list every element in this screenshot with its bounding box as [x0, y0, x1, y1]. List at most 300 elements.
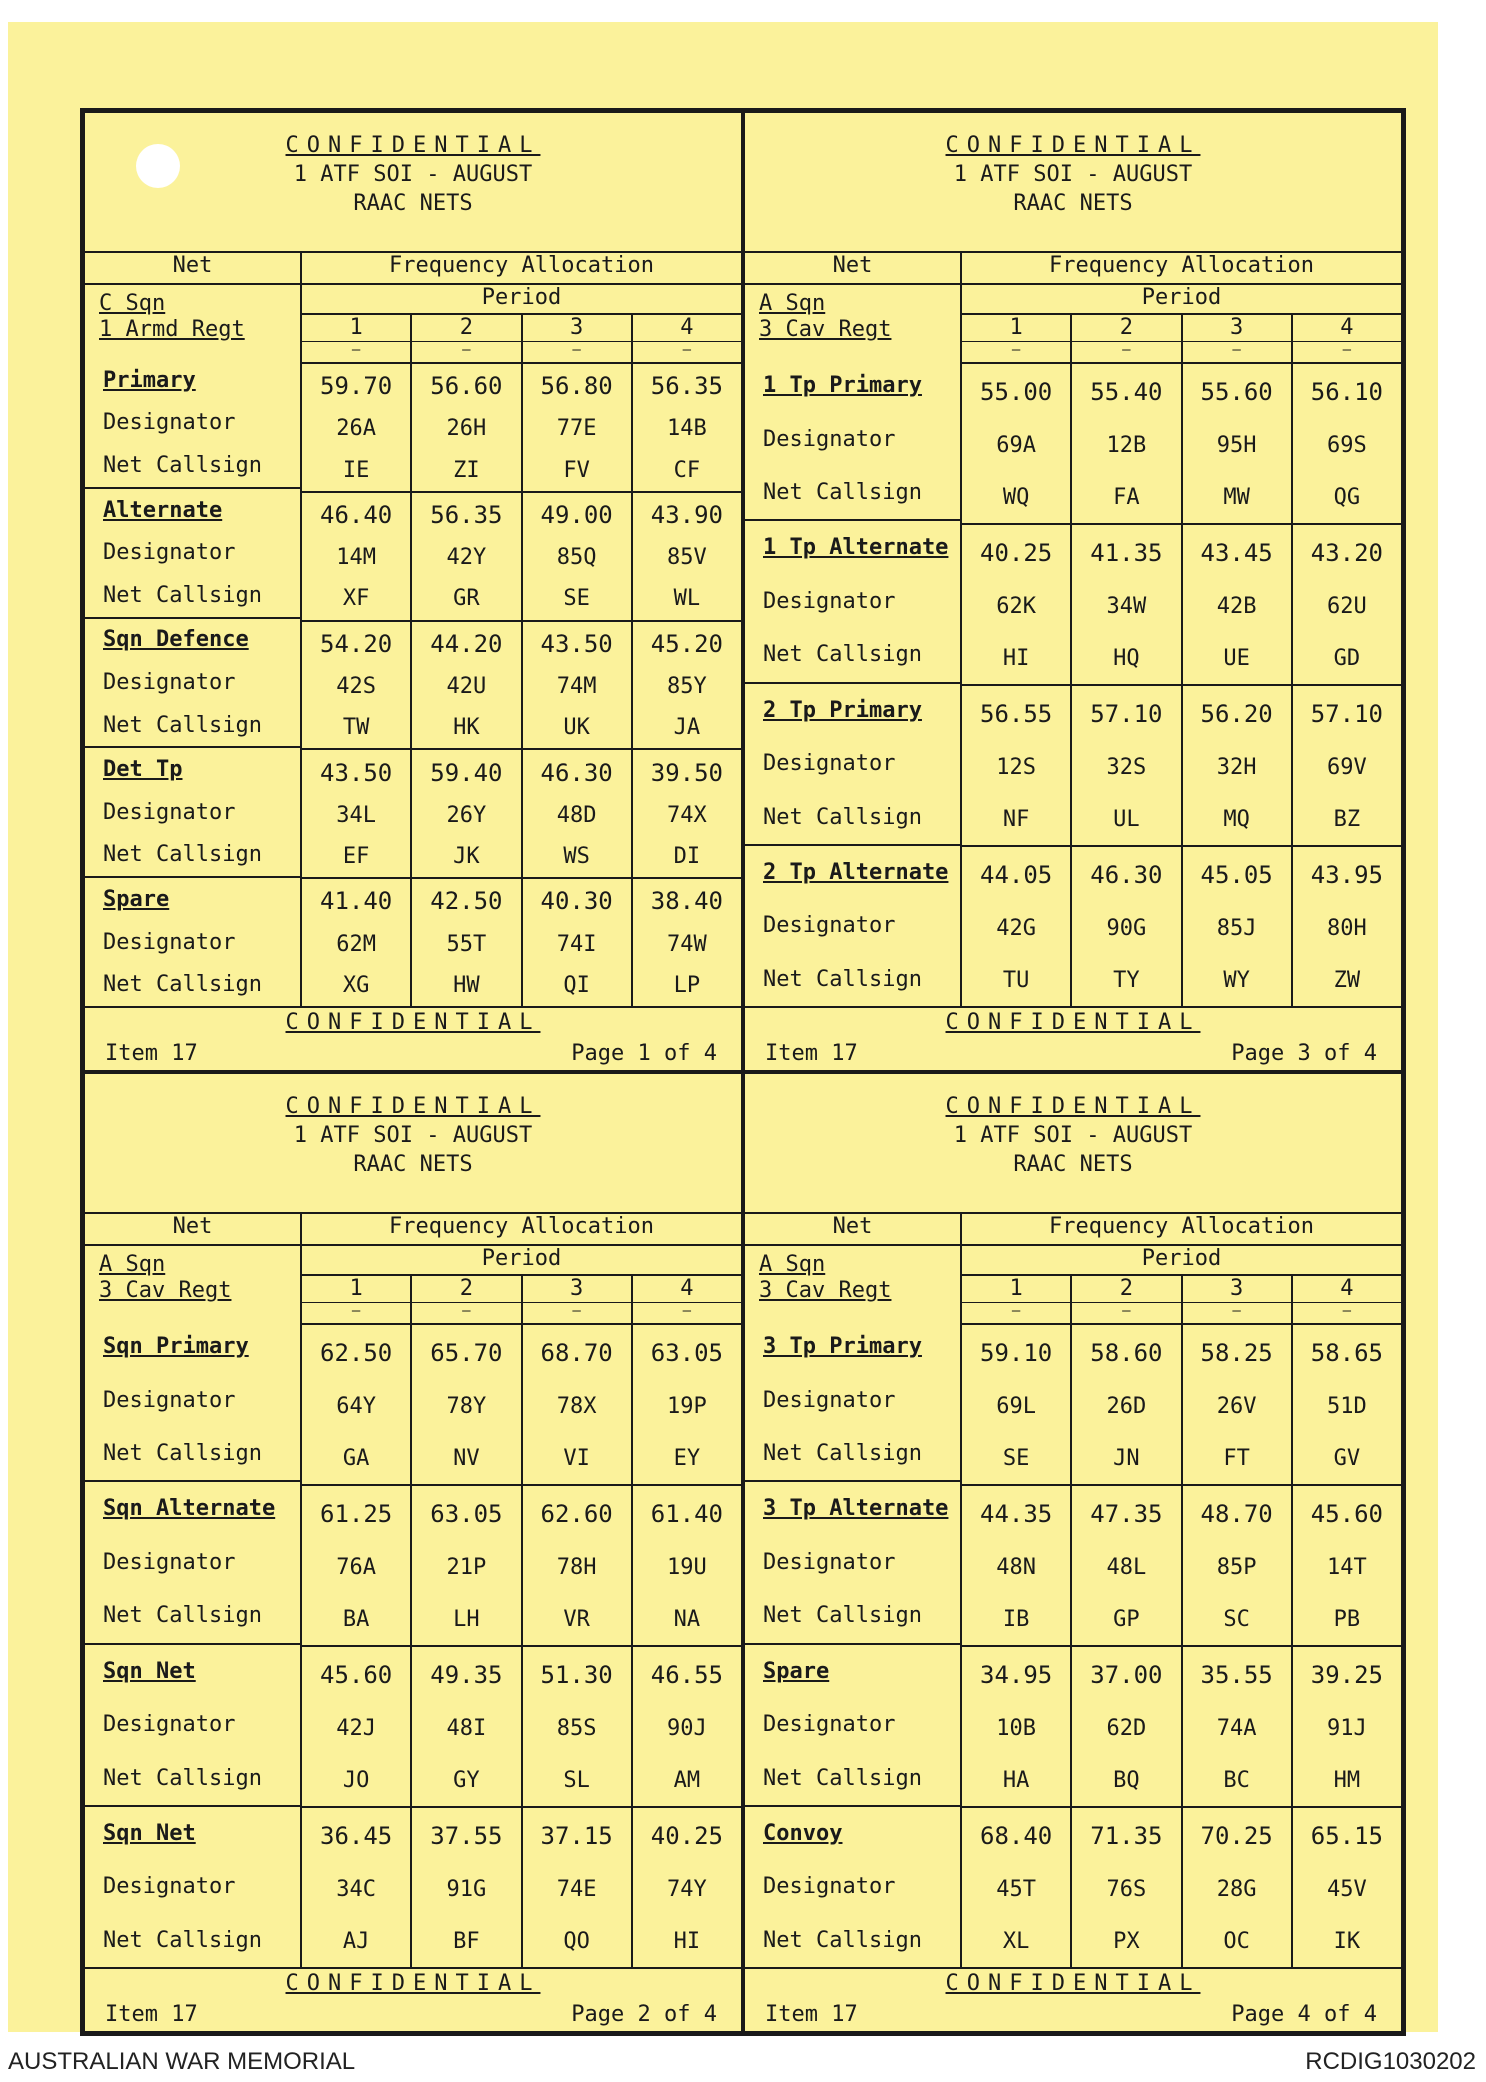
frequency-table	[85, 253, 741, 1006]
callsign-value: IB	[1002, 1606, 1030, 1632]
callsign-value: NA	[673, 1606, 701, 1632]
frequency-value: 43.50	[540, 629, 613, 658]
callsign-value: VR	[563, 1606, 590, 1632]
net-field-label: Designator	[103, 1712, 236, 1738]
period-cell	[633, 750, 741, 877]
frequency-allocation-header: Frequency Allocation	[1049, 1214, 1314, 1239]
frequency-value: 48.70	[1200, 1499, 1273, 1528]
callsign-value: WS	[563, 844, 590, 870]
dash-cell: –	[1342, 1303, 1352, 1319]
callsign-value: HA	[1002, 1767, 1030, 1793]
callsign-value: QO	[563, 1928, 590, 1954]
designator-value: 12B	[1106, 432, 1147, 458]
frequency-value: 70.25	[1200, 1821, 1273, 1850]
callsign-value: VI	[563, 1445, 590, 1471]
net-name: 1 Tp Primary	[763, 373, 922, 399]
net-field-label: Net Callsign	[103, 582, 262, 608]
frequency-value: 43.50	[320, 758, 393, 787]
designator-value: 42B	[1216, 593, 1257, 619]
period-cell	[302, 622, 412, 749]
value-block	[302, 879, 741, 1006]
frequency-value: 56.35	[430, 500, 503, 529]
period-cell	[1293, 686, 1401, 845]
period-cell	[412, 364, 522, 491]
period-number: 4	[1340, 1276, 1354, 1301]
frequency-value: 56.10	[1310, 377, 1383, 406]
value-block	[962, 1325, 1401, 1486]
frequency-value: 37.15	[540, 1821, 613, 1850]
designator-value: 78H	[556, 1554, 597, 1580]
value-block	[302, 1486, 741, 1647]
frequency-value: 61.40	[650, 1499, 723, 1528]
net-field-label: Net Callsign	[763, 966, 922, 992]
designator-value: 85P	[1216, 1554, 1257, 1580]
net-field-label: Designator	[763, 751, 896, 777]
designator-value: 69L	[996, 1393, 1036, 1419]
credit-right: RCDIG1030202	[1305, 2048, 1476, 2075]
designator-value: 76A	[336, 1554, 376, 1580]
value-block	[302, 1325, 741, 1486]
designator-value: 32H	[1216, 754, 1257, 780]
period-cell	[412, 493, 522, 620]
period-cell	[302, 1647, 412, 1806]
dash-cell: –	[1342, 342, 1352, 358]
net-column-header: Net	[85, 1214, 302, 1244]
net-field-label: Designator	[103, 1874, 236, 1900]
dash-cell: –	[1072, 342, 1182, 362]
period-cell	[1183, 1325, 1293, 1484]
period-cell	[302, 1486, 412, 1645]
period-numbers	[302, 1276, 741, 1303]
designator-value: 21P	[446, 1554, 487, 1580]
frequency-value: 44.05	[980, 860, 1053, 889]
page-footer	[745, 1006, 1401, 1070]
frequency-value: 71.35	[1090, 1821, 1163, 1850]
callsign-value: AM	[673, 1767, 701, 1793]
period-cell	[1293, 1486, 1401, 1645]
callsign-value: BF	[453, 1928, 480, 1954]
period-cell	[523, 493, 633, 620]
frequency-value: 57.10	[1310, 699, 1383, 728]
confidential-footer: CONFIDENTIAL	[285, 1010, 541, 1035]
net-name: Alternate	[103, 497, 223, 523]
dash-cell: –	[962, 1303, 1072, 1323]
designator-value: 78X	[556, 1393, 597, 1419]
table-body	[85, 285, 741, 1006]
period-cell	[1072, 1808, 1182, 1967]
callsign-value: JK	[453, 844, 480, 870]
table-body	[85, 1246, 741, 1967]
net-field-label: Net Callsign	[103, 1603, 262, 1629]
page-footer	[85, 1006, 741, 1070]
net-field-label: Net Callsign	[103, 1927, 262, 1953]
designator-value: 69A	[996, 432, 1036, 458]
net-name: Primary	[103, 367, 196, 393]
period-cell	[1293, 1808, 1401, 1967]
period-number: 2	[412, 315, 522, 341]
designator-value: 74W	[667, 931, 707, 957]
callsign-value: XG	[342, 972, 370, 998]
page-subtitle: RAAC NETS	[1013, 191, 1133, 216]
credit-left: AUSTRALIAN WAR MEMORIAL	[8, 2048, 356, 2075]
table-header-row	[85, 1214, 741, 1246]
unit-line: A Sqn	[759, 1252, 826, 1277]
net-block	[85, 1482, 300, 1644]
confidential-heading: CONFIDENTIAL	[285, 133, 541, 158]
callsign-value: TW	[342, 715, 370, 741]
designator-value: 74Y	[667, 1876, 707, 1902]
net-name: Sqn Net	[103, 1820, 196, 1846]
frequency-value: 55.60	[1200, 377, 1273, 406]
callsign-value: UK	[563, 715, 590, 741]
net-field-label: Net Callsign	[763, 642, 922, 668]
period-cell	[523, 750, 633, 877]
frequency-value: 36.45	[320, 1821, 393, 1850]
net-column-header: Net	[745, 253, 962, 283]
period-cell	[1072, 364, 1182, 523]
soi-page-1	[83, 111, 743, 1072]
net-field-label: Designator	[103, 540, 236, 566]
frequency-value: 54.20	[320, 629, 393, 658]
unit-label	[85, 285, 300, 359]
frequency-value: 39.50	[650, 758, 723, 787]
callsign-value: BA	[342, 1606, 370, 1632]
designator-value: 45V	[1327, 1876, 1367, 1902]
net-name: Spare	[763, 1658, 830, 1684]
period-cell	[302, 879, 412, 1006]
period-number: 3	[1183, 315, 1293, 341]
callsign-value: UL	[1113, 806, 1140, 832]
value-block	[962, 364, 1401, 525]
callsign-value: TU	[1002, 967, 1030, 993]
period-cell	[1183, 1486, 1293, 1645]
period-cell	[962, 364, 1072, 523]
designator-value: 10B	[996, 1715, 1036, 1741]
net-field-label: Designator	[763, 588, 896, 614]
period-columns	[302, 1246, 741, 1967]
value-block	[962, 1486, 1401, 1647]
callsign-value: SC	[1223, 1606, 1250, 1632]
net-name: Spare	[103, 886, 170, 912]
value-block	[302, 493, 741, 622]
value-block	[302, 364, 741, 493]
period-numbers	[302, 315, 741, 342]
unit-line: 3 Cav Regt	[759, 1278, 892, 1303]
frequency-value: 62.50	[320, 1338, 393, 1367]
period-cell	[523, 1325, 633, 1484]
value-block	[962, 686, 1401, 847]
net-block	[745, 1645, 960, 1807]
frequency-value: 59.70	[320, 372, 393, 401]
net-name: Sqn Defence	[103, 627, 249, 653]
frequency-value: 65.70	[430, 1338, 503, 1367]
period-cell	[633, 1325, 741, 1484]
period-header: Period	[962, 285, 1401, 315]
designator-value: 14M	[336, 545, 376, 571]
net-field-label: Designator	[103, 799, 236, 825]
period-cell	[1072, 1486, 1182, 1645]
net-column-header: Net	[85, 253, 302, 283]
callsign-value: SE	[1002, 1445, 1030, 1471]
designator-value: 74I	[556, 931, 597, 957]
callsign-value: WY	[1223, 967, 1250, 993]
period-cell	[412, 1486, 522, 1645]
period-number: 3	[523, 315, 633, 341]
frequency-table	[745, 1214, 1401, 1967]
dash-cell: –	[412, 1303, 522, 1323]
callsign-value: DI	[673, 844, 701, 870]
callsign-value: NV	[453, 1445, 480, 1471]
period-cell	[633, 1808, 741, 1967]
designator-value: 48I	[446, 1715, 487, 1741]
period-header: Period	[302, 1246, 741, 1276]
period-number: 1	[302, 1276, 412, 1302]
period-cell	[523, 622, 633, 749]
net-column	[745, 1246, 962, 1967]
frequency-value: 46.30	[1090, 860, 1163, 889]
period-columns	[962, 285, 1401, 1006]
net-name: Sqn Alternate	[103, 1496, 276, 1522]
period-cell	[523, 364, 633, 491]
callsign-value: PB	[1333, 1606, 1361, 1632]
designator-value: 74E	[556, 1876, 597, 1902]
callsign-value: IK	[1333, 1928, 1361, 1954]
designator-value: 42U	[446, 673, 487, 699]
frequency-value: 46.40	[320, 500, 393, 529]
period-cell	[962, 1647, 1072, 1806]
period-cell	[1183, 1808, 1293, 1967]
period-divider-row	[302, 1303, 741, 1325]
callsign-value: HI	[673, 1928, 701, 1954]
callsign-value: BC	[1223, 1767, 1250, 1793]
page-number: Page 3 of 4	[1231, 1041, 1377, 1066]
value-block	[962, 1647, 1401, 1808]
net-field-label: Net Callsign	[763, 1441, 922, 1467]
designator-value: 62D	[1106, 1715, 1147, 1741]
designator-value: 91G	[446, 1876, 487, 1902]
callsign-value: FA	[1113, 484, 1140, 510]
callsign-value: XL	[1002, 1928, 1030, 1954]
net-field-label: Designator	[103, 1387, 236, 1413]
frequency-value: 57.10	[1090, 699, 1163, 728]
page-header	[745, 1074, 1401, 1214]
table-header-row	[745, 253, 1401, 285]
frequency-value: 56.80	[540, 372, 613, 401]
callsign-value: HK	[453, 715, 480, 741]
period-cell	[302, 1808, 412, 1967]
designator-value: 76S	[1106, 1876, 1147, 1902]
callsign-value: JN	[1113, 1445, 1140, 1471]
frequency-value: 49.00	[540, 500, 613, 529]
frequency-value: 41.40	[320, 887, 393, 916]
callsign-value: BZ	[1333, 806, 1361, 832]
callsign-value: GV	[1333, 1445, 1361, 1471]
designator-value: 95H	[1216, 432, 1257, 458]
value-blocks	[962, 1325, 1401, 1967]
frequency-value: 37.55	[430, 1821, 503, 1850]
item-number: Item 17	[105, 2002, 198, 2027]
net-block	[745, 684, 960, 846]
period-cell	[1293, 1325, 1401, 1484]
page-number: Page 1 of 4	[571, 1041, 717, 1066]
designator-value: 85Q	[556, 545, 597, 571]
frequency-value: 49.35	[430, 1660, 503, 1689]
net-column	[85, 285, 302, 1006]
designator-value: 42J	[336, 1715, 376, 1741]
yellow-sheet	[8, 22, 1438, 2032]
frequency-value: 45.60	[320, 1660, 393, 1689]
item-number: Item 17	[765, 1041, 858, 1066]
period-columns	[302, 285, 741, 1006]
callsign-value: HI	[1002, 645, 1030, 671]
frequency-value: 63.05	[650, 1338, 723, 1367]
frequency-value: 43.95	[1310, 860, 1383, 889]
net-block	[85, 748, 300, 878]
designator-value: 74M	[556, 673, 597, 699]
period-header: Period	[302, 285, 741, 315]
period-numbers	[962, 1276, 1401, 1303]
designator-value: 85V	[667, 545, 707, 571]
net-field-label: Designator	[763, 1387, 896, 1413]
net-field-label: Net Callsign	[763, 804, 922, 830]
designator-value: 19P	[667, 1393, 707, 1419]
callsign-value: PX	[1113, 1928, 1140, 1954]
frequency-value: 43.90	[650, 500, 723, 529]
callsign-value: ZI	[453, 457, 480, 483]
callsign-value: TY	[1113, 967, 1140, 993]
dash-cell: –	[1183, 1303, 1293, 1323]
unit-line: A Sqn	[759, 291, 826, 316]
designator-value: 26D	[1106, 1393, 1147, 1419]
frequency-value: 63.05	[430, 1499, 503, 1528]
callsign-value: XF	[342, 586, 370, 612]
confidential-heading: CONFIDENTIAL	[285, 1094, 541, 1119]
period-cell	[633, 879, 741, 1006]
designator-value: 12S	[996, 754, 1036, 780]
page-title: 1 ATF SOI - AUGUST	[293, 162, 533, 187]
value-blocks	[962, 364, 1401, 1006]
period-cell	[962, 1486, 1072, 1645]
net-name: 3 Tp Alternate	[763, 1496, 949, 1522]
net-block	[745, 1482, 960, 1644]
designator-value: 62K	[996, 593, 1036, 619]
net-block	[85, 1320, 300, 1482]
net-block	[85, 1807, 300, 1967]
period-cell	[412, 1325, 522, 1484]
designator-value: 42G	[996, 915, 1036, 941]
page-footer	[745, 1967, 1401, 2031]
period-number: 3	[523, 1276, 633, 1302]
frequency-value: 44.35	[980, 1499, 1053, 1528]
callsign-value: BQ	[1113, 1767, 1140, 1793]
frequency-allocation-header: Frequency Allocation	[1049, 253, 1314, 278]
frequency-value: 46.55	[650, 1660, 723, 1689]
net-name: Det Tp	[103, 757, 183, 783]
net-field-label: Net Callsign	[763, 1765, 922, 1791]
period-cell	[412, 879, 522, 1006]
period-divider-row	[302, 342, 741, 364]
period-divider-row	[962, 1303, 1401, 1325]
frequency-value: 45.05	[1200, 860, 1273, 889]
callsign-value: LH	[453, 1606, 480, 1632]
net-column	[745, 285, 962, 1006]
designator-value: 51D	[1327, 1393, 1367, 1419]
net-field-label: Net Callsign	[103, 1765, 262, 1791]
period-cell	[412, 1808, 522, 1967]
period-cell	[962, 1808, 1072, 1967]
designator-value: 26H	[446, 416, 487, 442]
period-cell	[962, 1325, 1072, 1484]
callsign-value: HW	[453, 972, 480, 998]
designator-value: 62M	[336, 931, 376, 957]
frequency-value: 51.30	[540, 1660, 613, 1689]
value-block	[962, 1808, 1401, 1967]
period-number: 4	[680, 315, 694, 340]
designator-value: 74X	[667, 802, 707, 828]
net-field-label: Net Callsign	[103, 452, 262, 478]
period-numbers	[962, 315, 1401, 342]
confidential-footer: CONFIDENTIAL	[945, 1971, 1201, 1996]
designator-value: 34C	[336, 1876, 376, 1902]
dash-cell: –	[682, 342, 692, 358]
page-header	[85, 113, 741, 253]
net-field-label: Net Callsign	[763, 480, 922, 506]
designator-value: 26A	[336, 416, 376, 442]
frequency-value: 41.35	[1090, 538, 1163, 567]
period-cell	[412, 1647, 522, 1806]
period-cell	[523, 1486, 633, 1645]
table-header-row	[745, 1214, 1401, 1246]
net-field-label: Designator	[763, 426, 896, 452]
net-field-label: Net Callsign	[103, 842, 262, 868]
unit-label	[745, 1246, 960, 1320]
page-header	[85, 1074, 741, 1214]
net-column-header: Net	[745, 1214, 962, 1244]
unit-line: 3 Cav Regt	[759, 317, 892, 342]
unit-line: A Sqn	[99, 1252, 166, 1277]
unit-line: 3 Cav Regt	[99, 1278, 232, 1303]
frequency-value: 46.30	[540, 758, 613, 787]
frequency-value: 40.30	[540, 887, 613, 916]
net-field-label: Net Callsign	[103, 1441, 262, 1467]
period-cell	[1183, 364, 1293, 523]
dash-cell: –	[302, 1303, 412, 1323]
frequency-value: 37.00	[1090, 1660, 1163, 1689]
frequency-value: 68.70	[540, 1338, 613, 1367]
net-block	[85, 489, 300, 619]
period-header: Period	[962, 1246, 1401, 1276]
period-cell	[412, 622, 522, 749]
designator-value: 34L	[336, 802, 376, 828]
net-block	[745, 1807, 960, 1967]
value-blocks	[302, 1325, 741, 1967]
table-body	[745, 285, 1401, 1006]
net-field-label: Designator	[763, 1549, 896, 1575]
designator-value: 85J	[1216, 915, 1257, 941]
period-cell	[302, 1325, 412, 1484]
confidential-heading: CONFIDENTIAL	[945, 133, 1201, 158]
period-cell	[1072, 847, 1182, 1006]
net-field-label: Net Callsign	[103, 972, 262, 998]
frequency-table	[85, 1214, 741, 1967]
dash-cell: –	[962, 342, 1072, 362]
frequency-value: 58.65	[1310, 1338, 1383, 1367]
net-name: 2 Tp Alternate	[763, 859, 949, 885]
period-cell	[633, 1647, 741, 1806]
callsign-value: CF	[673, 457, 701, 483]
frequency-value: 43.45	[1200, 538, 1273, 567]
net-block	[745, 846, 960, 1006]
